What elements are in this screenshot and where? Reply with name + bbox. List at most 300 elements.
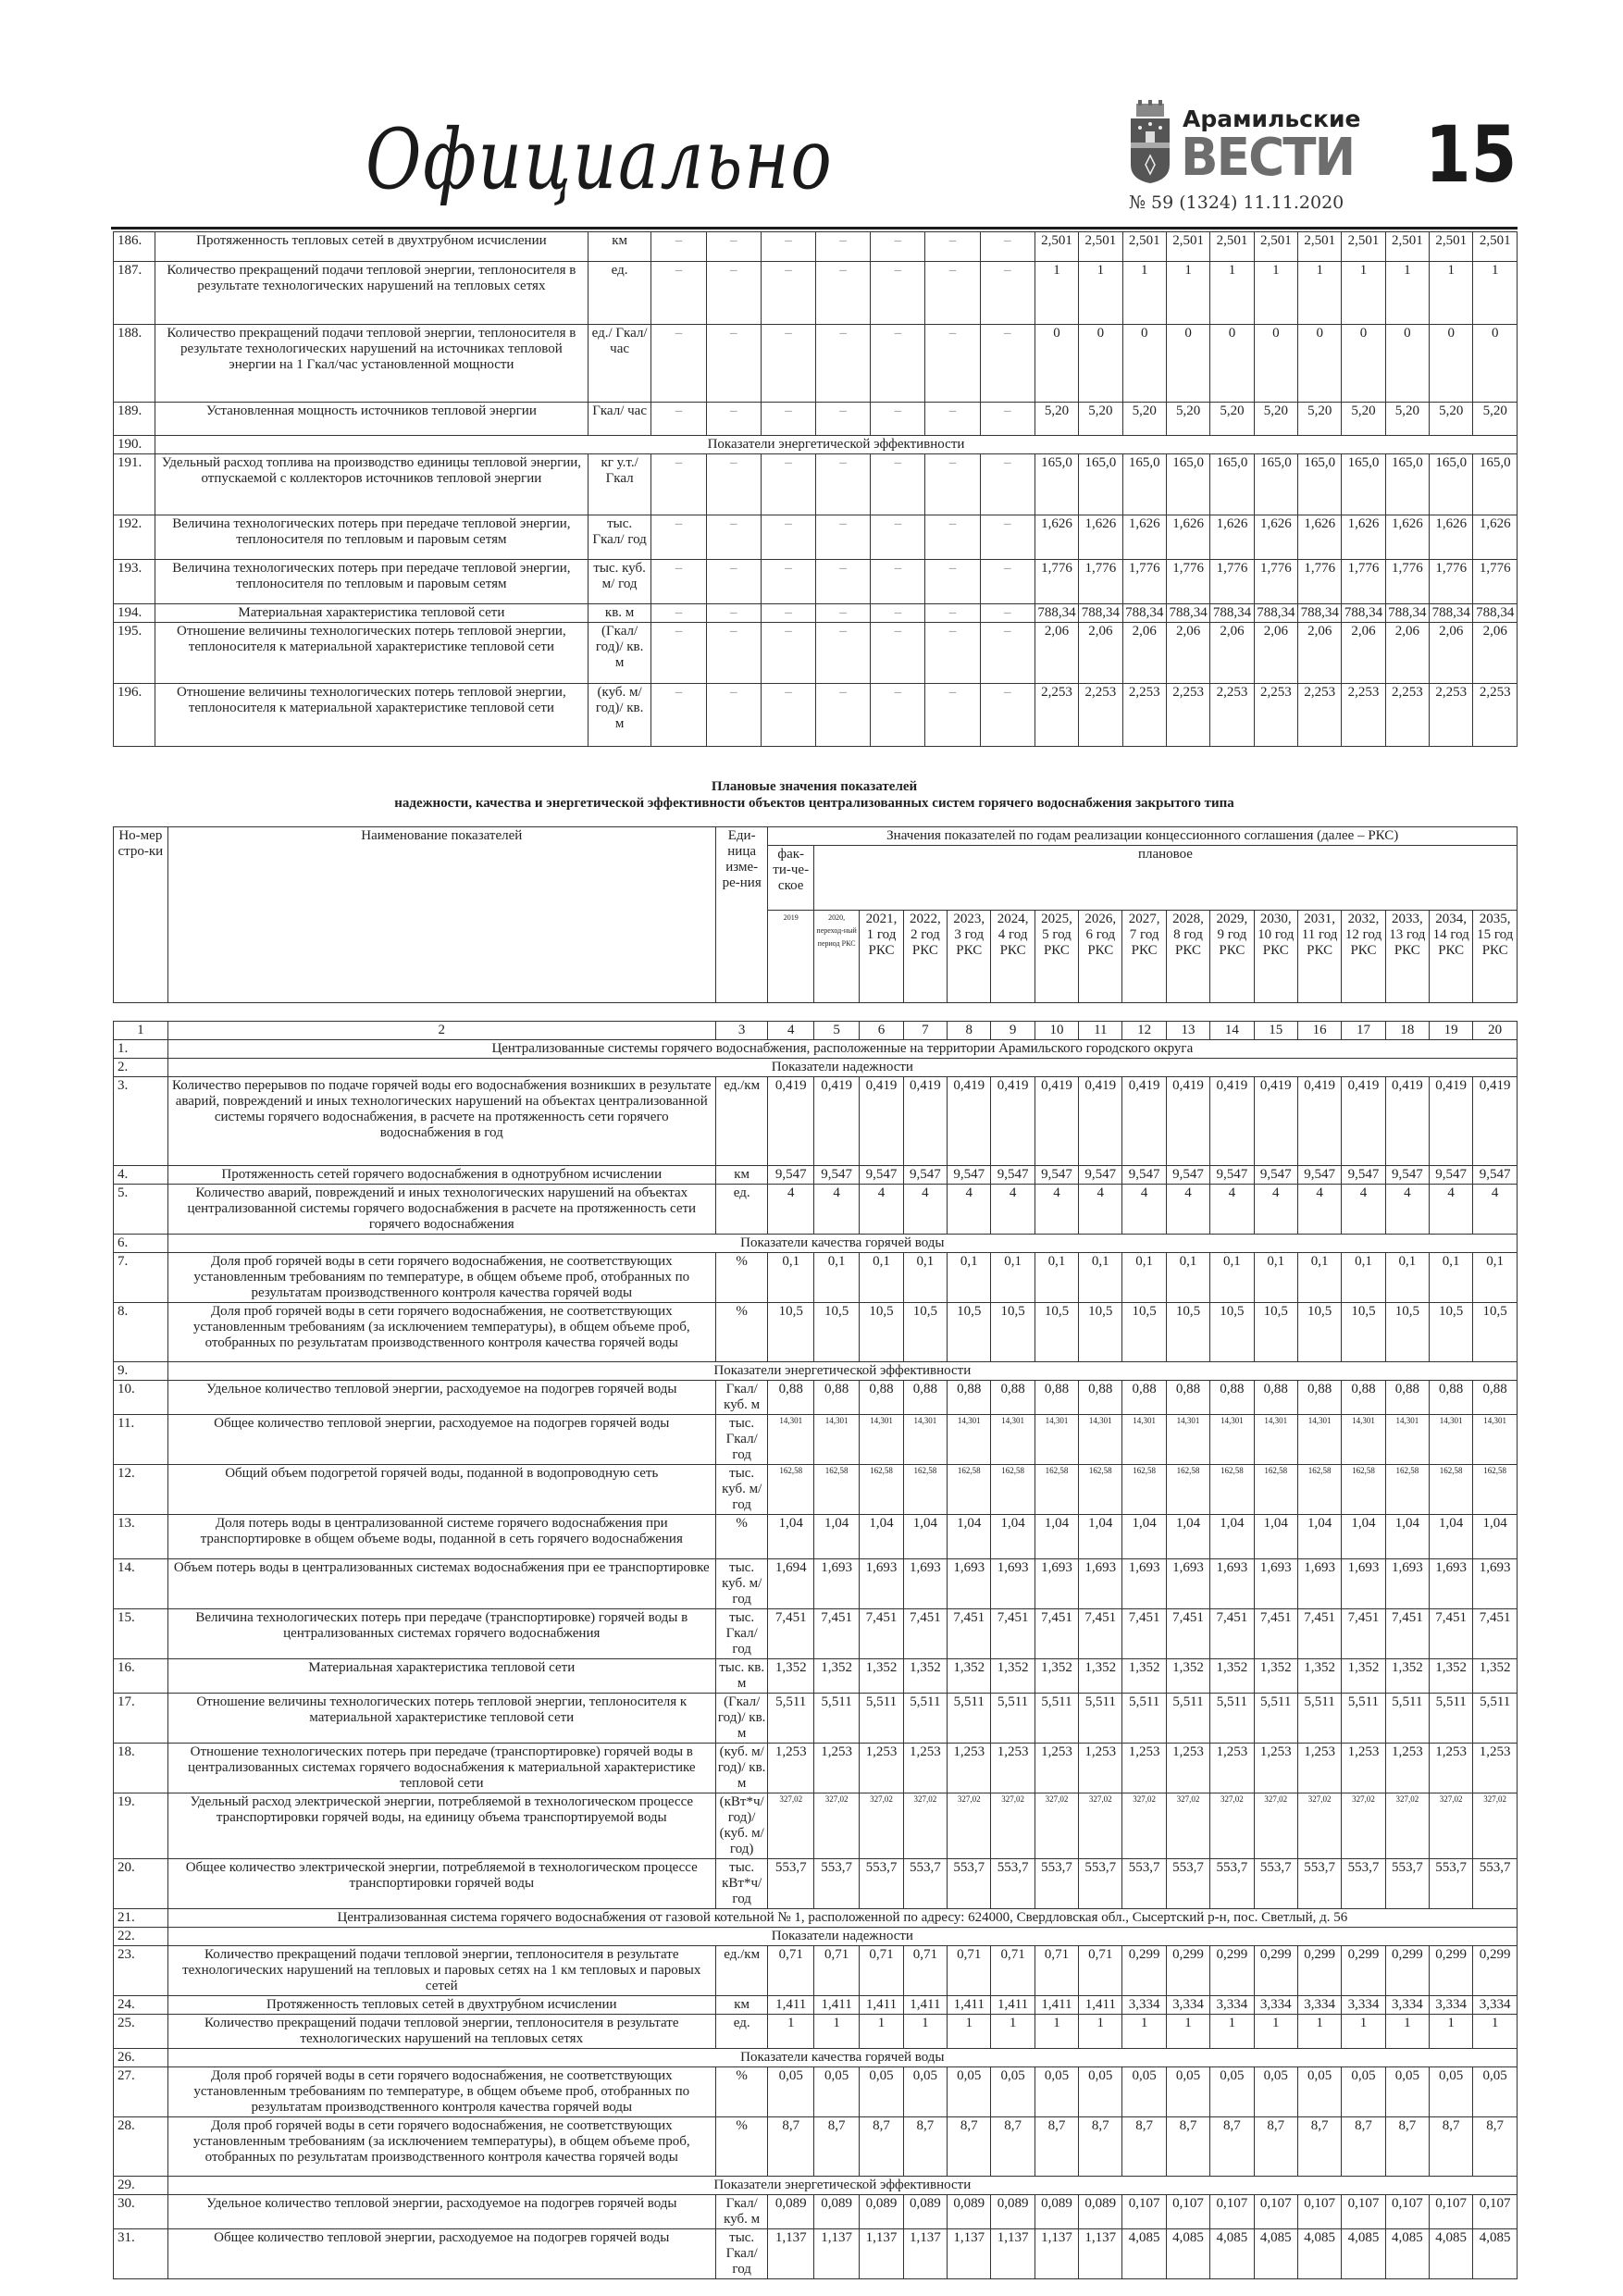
value-cell: 553,7	[1166, 1859, 1209, 1909]
masthead	[111, 93, 1518, 231]
value-cell: 0,1	[1035, 1253, 1078, 1303]
indicator-name: Общее количество тепловой энергии, расходуемое на подогрев горячей воды	[167, 1415, 715, 1465]
value-cell: 4	[860, 1185, 903, 1235]
column-index: 1	[114, 1022, 168, 1040]
value-cell: 1,253	[1166, 1744, 1209, 1793]
value-cell: 14,301	[1035, 1415, 1078, 1465]
value-cell: 10,5	[1122, 1303, 1166, 1362]
table-row	[114, 515, 1518, 560]
value-cell: 0,419	[813, 1077, 859, 1166]
value-cell: 1,776	[1473, 560, 1518, 604]
value-cell: 1,693	[1473, 1559, 1518, 1609]
row-number: 189.	[114, 403, 155, 436]
value-cell: 1,626	[1430, 515, 1473, 560]
value-cell: 1	[1210, 2015, 1254, 2049]
unit-cell: тыс. Гкал/ год	[715, 1609, 768, 1659]
indicator-name: Количество прекращений подачи тепловой энергии, теплоносителя в результате технологических нарушений на тепловых сетях	[167, 2015, 715, 2049]
value-cell: 0,089	[768, 2195, 813, 2229]
value-cell: 8,7	[1122, 2117, 1166, 2177]
value-cell: 3,334	[1166, 1996, 1209, 2015]
value-cell: 2,06	[1473, 623, 1518, 684]
value-cell: 0,419	[1297, 1077, 1341, 1166]
value-cell: 5,511	[1035, 1694, 1078, 1744]
value-cell: 0	[1430, 325, 1473, 403]
value-cell: 1	[1298, 262, 1342, 325]
value-cell: 1,253	[903, 1744, 947, 1793]
value-cell: 5,20	[1254, 403, 1297, 436]
empty-value-cell: –	[816, 262, 871, 325]
value-cell: 162,58	[1342, 1465, 1385, 1515]
column-index: 2	[167, 1022, 715, 1040]
table-row	[114, 1235, 1518, 1253]
empty-value-cell: –	[980, 604, 1035, 623]
value-cell: 2,501	[1210, 232, 1254, 262]
value-cell: 0	[1385, 325, 1429, 403]
value-cell: 553,7	[991, 1859, 1035, 1909]
table-title-line1: Плановые значения показателей	[711, 779, 918, 794]
value-cell: 1	[768, 2015, 813, 2049]
value-cell: 162,58	[1210, 1465, 1254, 1515]
value-cell: 1,626	[1254, 515, 1297, 560]
value-cell: 553,7	[1385, 1859, 1429, 1909]
value-cell: 0,05	[768, 2067, 813, 2117]
value-cell: 9,547	[1254, 1166, 1297, 1185]
column-index: 9	[991, 1022, 1035, 1040]
col-header-name: Наименование показателей	[167, 827, 715, 1003]
value-cell: 7,451	[1430, 1609, 1473, 1659]
value-cell: 10,5	[1254, 1303, 1297, 1362]
value-cell: 1	[1473, 262, 1518, 325]
header-row-1	[114, 827, 1518, 846]
value-cell: 1,04	[860, 1515, 903, 1559]
value-cell: 0,05	[1254, 2067, 1297, 2117]
value-cell: 0,71	[813, 1946, 859, 1996]
empty-value-cell: –	[816, 232, 871, 262]
table-row	[114, 1946, 1518, 1996]
value-cell: 10,5	[860, 1303, 903, 1362]
value-cell: 327,02	[1035, 1793, 1078, 1859]
value-cell: 0	[1035, 325, 1078, 403]
value-cell: 0,88	[1254, 1381, 1297, 1415]
value-cell: 5,511	[1385, 1694, 1429, 1744]
value-cell: 1	[1079, 262, 1122, 325]
value-cell: 2,501	[1473, 232, 1518, 262]
value-cell: 0,1	[1166, 1253, 1209, 1303]
value-cell: 10,5	[1079, 1303, 1122, 1362]
col-header-number: Но-мер стро-ки	[114, 827, 168, 1003]
empty-value-cell: –	[925, 232, 980, 262]
value-cell: 162,58	[1473, 1465, 1518, 1515]
value-cell: 1,411	[948, 1996, 991, 2015]
row-number: 187.	[114, 262, 155, 325]
indicator-name: Величина технологических потерь при передаче тепловой энергии, теплоносителя по тепловым и паровым сетям	[155, 560, 588, 604]
value-cell: 2,253	[1166, 684, 1209, 747]
value-cell: 1,137	[1079, 2229, 1122, 2279]
value-cell: 1,253	[1254, 1744, 1297, 1793]
spacer-cell	[114, 1003, 1518, 1022]
indicator-name: Количество прекращений подачи тепловой энергии, теплоносителя в результате технологических нарушений на тепловых и паровых сетях на 1 км тепловых и паровых сетей	[167, 1946, 715, 1996]
empty-value-cell: –	[816, 454, 871, 515]
value-cell: 0,05	[1122, 2067, 1166, 2117]
row-number: 9.	[114, 1362, 168, 1381]
value-cell: 0,1	[903, 1253, 947, 1303]
value-cell: 5,511	[813, 1694, 859, 1744]
table-row	[114, 1185, 1518, 1235]
value-cell: 2,501	[1122, 232, 1166, 262]
value-cell: 327,02	[860, 1793, 903, 1859]
value-cell: 2,253	[1035, 684, 1078, 747]
unit-cell: тыс. куб. м/ год	[588, 560, 651, 604]
table-row	[114, 1515, 1518, 1559]
value-cell: 3,334	[1473, 1996, 1518, 2015]
value-cell: 0,089	[948, 2195, 991, 2229]
value-cell: 162,58	[1254, 1465, 1297, 1515]
value-cell: 7,451	[1210, 1609, 1254, 1659]
unit-cell: Гкал/ куб. м	[715, 1381, 768, 1415]
empty-value-cell: –	[980, 325, 1035, 403]
value-cell: 7,451	[1385, 1609, 1429, 1659]
value-cell: 4	[768, 1185, 813, 1235]
value-cell: 1,352	[1297, 1659, 1341, 1694]
row-number: 186.	[114, 232, 155, 262]
unit-cell: ед./км	[715, 1077, 768, 1166]
value-cell: 9,547	[1079, 1166, 1122, 1185]
indicator-name: Установленная мощность источников тепловой энергии	[155, 403, 588, 436]
value-cell: 5,20	[1298, 403, 1342, 436]
value-cell: 1,04	[1035, 1515, 1078, 1559]
value-cell: 553,7	[1430, 1859, 1473, 1909]
column-index: 3	[715, 1022, 768, 1040]
value-cell: 1,626	[1166, 515, 1209, 560]
value-cell: 4	[1210, 1185, 1254, 1235]
value-cell: 1,253	[948, 1744, 991, 1793]
table-row	[114, 1040, 1518, 1059]
row-number: 28.	[114, 2117, 168, 2177]
indicator-name: Отношение величины технологических потерь тепловой энергии, теплоносителя к материальной характеристике тепловой сети	[155, 684, 588, 747]
row-number: 25.	[114, 2015, 168, 2049]
value-cell: 1	[1210, 262, 1254, 325]
row-number: 27.	[114, 2067, 168, 2117]
value-cell: 553,7	[1297, 1859, 1341, 1909]
value-cell: 1,776	[1298, 560, 1342, 604]
unit-cell: тыс. Гкал/ год	[715, 2229, 768, 2279]
empty-value-cell: –	[761, 515, 815, 560]
value-cell: 0,419	[1342, 1077, 1385, 1166]
empty-value-cell: –	[706, 403, 761, 436]
value-cell: 0,419	[768, 1077, 813, 1166]
value-cell: 1,776	[1166, 560, 1209, 604]
value-cell: 1,693	[1035, 1559, 1078, 1609]
value-cell: 327,02	[991, 1793, 1035, 1859]
value-cell: 8,7	[1254, 2117, 1297, 2177]
value-cell: 4,085	[1385, 2229, 1429, 2279]
value-cell: 1	[1430, 2015, 1473, 2049]
value-cell: 0,71	[1035, 1946, 1078, 1996]
indicator-name: Отношение величины технологических потерь тепловой энергии, теплоносителя к материальной характеристике тепловой сети	[167, 1694, 715, 1744]
empty-value-cell: –	[706, 454, 761, 515]
value-cell: 0,71	[768, 1946, 813, 1996]
value-cell: 1,693	[948, 1559, 991, 1609]
value-cell: 4,085	[1122, 2229, 1166, 2279]
value-cell: 0,1	[1342, 1253, 1385, 1303]
value-cell: 0,05	[1430, 2067, 1473, 2117]
table-row	[114, 1559, 1518, 1609]
empty-value-cell: –	[871, 623, 925, 684]
value-cell: 788,34	[1430, 604, 1473, 623]
empty-value-cell: –	[816, 684, 871, 747]
value-cell: 3,334	[1254, 1996, 1297, 2015]
value-cell: 0	[1298, 325, 1342, 403]
value-cell: 0,089	[1035, 2195, 1078, 2229]
section-heading: Показатели надежности	[167, 1928, 1517, 1946]
empty-value-cell: –	[651, 454, 706, 515]
value-cell: 553,7	[1079, 1859, 1122, 1909]
value-cell: 1,352	[991, 1659, 1035, 1694]
value-cell: 14,301	[1254, 1415, 1297, 1465]
value-cell: 1,626	[1079, 515, 1122, 560]
value-cell: 4	[1385, 1185, 1429, 1235]
indicator-name: Количество прекращений подачи тепловой энергии, теплоносителя в результате технологических нарушений на тепловых сетях	[155, 262, 588, 325]
col-header-values: Значения показателей по годам реализации концессионного соглашения (далее – РКС)	[768, 827, 1518, 846]
value-cell: 2,06	[1254, 623, 1297, 684]
value-cell: 2,253	[1298, 684, 1342, 747]
value-cell: 1	[903, 2015, 947, 2049]
value-cell: 2,06	[1210, 623, 1254, 684]
value-cell: 5,511	[1342, 1694, 1385, 1744]
value-cell: 1,626	[1473, 515, 1518, 560]
value-cell: 1,352	[1254, 1659, 1297, 1694]
value-cell: 0,1	[948, 1253, 991, 1303]
value-cell: 2,253	[1210, 684, 1254, 747]
row-number: 188.	[114, 325, 155, 403]
table-row	[114, 1166, 1518, 1185]
value-cell: 10,5	[948, 1303, 991, 1362]
value-cell: 4	[1079, 1185, 1122, 1235]
value-cell: 1,776	[1079, 560, 1122, 604]
empty-value-cell: –	[871, 403, 925, 436]
value-cell: 9,547	[1297, 1166, 1341, 1185]
year-header: 2024, 4 год РКС	[991, 911, 1035, 1003]
value-cell: 5,20	[1210, 403, 1254, 436]
year-header: 2031, 11 год РКС	[1297, 911, 1341, 1003]
value-cell: 1	[1473, 2015, 1518, 2049]
value-cell: 162,58	[1166, 1465, 1209, 1515]
value-cell: 1,352	[1166, 1659, 1209, 1694]
empty-value-cell: –	[871, 515, 925, 560]
value-cell: 0	[1254, 325, 1297, 403]
empty-value-cell: –	[706, 623, 761, 684]
row-number: 8.	[114, 1303, 168, 1362]
value-cell: 7,451	[1035, 1609, 1078, 1659]
value-cell: 10,5	[1297, 1303, 1341, 1362]
year-header: 2028, 8 год РКС	[1166, 911, 1209, 1003]
empty-value-cell: –	[706, 325, 761, 403]
value-cell: 1,776	[1035, 560, 1078, 604]
empty-value-cell: –	[651, 560, 706, 604]
indicator-name: Доля проб горячей воды в сети горячего водоснабжения, не соответствующих установленным требованиям (за исключением температуры), в общем объеме проб, отобранных по результатам производственного контроля качества горячей воды	[167, 1303, 715, 1362]
empty-value-cell: –	[925, 684, 980, 747]
value-cell: 1,253	[1430, 1744, 1473, 1793]
value-cell: 1,352	[1122, 1659, 1166, 1694]
value-cell: 0,71	[991, 1946, 1035, 1996]
row-number: 195.	[114, 623, 155, 684]
value-cell: 1,04	[1079, 1515, 1122, 1559]
row-number: 12.	[114, 1465, 168, 1515]
value-cell: 3,334	[1430, 1996, 1473, 2015]
empty-value-cell: –	[761, 623, 815, 684]
value-cell: 0,1	[1297, 1253, 1341, 1303]
page-number: 15	[1425, 109, 1518, 200]
unit-cell: ед.	[715, 1185, 768, 1235]
year-header: 2020, переход-ный период РКС	[813, 911, 859, 1003]
value-cell: 4	[1473, 1185, 1518, 1235]
value-cell: 162,58	[768, 1465, 813, 1515]
row-number: 21.	[114, 1909, 168, 1928]
unit-cell: тыс. Гкал/ год	[715, 1415, 768, 1465]
value-cell: 327,02	[1079, 1793, 1122, 1859]
unit-cell: Гкал/ куб. м	[715, 2195, 768, 2229]
empty-value-cell: –	[925, 515, 980, 560]
value-cell: 0,88	[1079, 1381, 1122, 1415]
row-number: 11.	[114, 1415, 168, 1465]
value-cell: 0,05	[1166, 2067, 1209, 2117]
value-cell: 553,7	[1210, 1859, 1254, 1909]
value-cell: 1,626	[1210, 515, 1254, 560]
value-cell: 788,34	[1210, 604, 1254, 623]
value-cell: 1,137	[860, 2229, 903, 2279]
value-cell: 9,547	[948, 1166, 991, 1185]
empty-value-cell: –	[980, 262, 1035, 325]
indicator-name: Количество перерывов по подаче горячей воды его водоснабжения возникших в результате аварий, повреждений и иных технологических нарушений на объектах централизованной системы горячего водоснабжения, в расчете на протяженность сети горячего водоснабжения в год	[167, 1077, 715, 1166]
value-cell: 4	[1122, 1185, 1166, 1235]
unit-cell: Гкал/ час	[588, 403, 651, 436]
spacer-row	[114, 1003, 1518, 1022]
value-cell: 0,299	[1385, 1946, 1429, 1996]
value-cell: 4	[1430, 1185, 1473, 1235]
value-cell: 1	[1342, 2015, 1385, 2049]
year-header: 2032, 12 год РКС	[1342, 911, 1385, 1003]
value-cell: 1,352	[1430, 1659, 1473, 1694]
column-index: 5	[813, 1022, 859, 1040]
unit-cell: ед./км	[715, 1946, 768, 1996]
value-cell: 1,693	[903, 1559, 947, 1609]
col-header-unit: Еди-ница изме-ре-ния	[715, 827, 768, 1003]
empty-value-cell: –	[651, 403, 706, 436]
value-cell: 5,20	[1166, 403, 1209, 436]
row-number: 16.	[114, 1659, 168, 1694]
value-cell: 1,411	[768, 1996, 813, 2015]
row-number: 24.	[114, 1996, 168, 2015]
empty-value-cell: –	[761, 325, 815, 403]
indicator-name: Количество прекращений подачи тепловой энергии, теплоносителя в результате технологических нарушений на источниках тепловой энергии на 1 Гкал/час установленной мощности	[155, 325, 588, 403]
value-cell: 1,253	[1342, 1744, 1385, 1793]
value-cell: 788,34	[1473, 604, 1518, 623]
table-row	[114, 1077, 1518, 1166]
value-cell: 0,1	[813, 1253, 859, 1303]
value-cell: 165,0	[1166, 454, 1209, 515]
table-row	[114, 1303, 1518, 1362]
value-cell: 8,7	[1473, 2117, 1518, 2177]
value-cell: 0,05	[1079, 2067, 1122, 2117]
indicator-name: Общий объем подогретой горячей воды, поданной в водопроводную сеть	[167, 1465, 715, 1515]
value-cell: 1,04	[1297, 1515, 1341, 1559]
value-cell: 0	[1210, 325, 1254, 403]
value-cell: 10,5	[1385, 1303, 1429, 1362]
value-cell: 8,7	[948, 2117, 991, 2177]
indicator-name: Отношение технологических потерь при передаче (транспортировке) горячей воды в централизованных системах горячего водоснабжения к материальной характеристике тепловой сети	[167, 1744, 715, 1793]
value-cell: 2,501	[1079, 232, 1122, 262]
year-header: 2034, 14 год РКС	[1430, 911, 1473, 1003]
unit-cell: км	[715, 1166, 768, 1185]
value-cell: 0,299	[1342, 1946, 1385, 1996]
value-cell: 10,5	[991, 1303, 1035, 1362]
value-cell: 5,511	[1079, 1694, 1122, 1744]
value-cell: 10,5	[903, 1303, 947, 1362]
value-cell: 2,501	[1298, 232, 1342, 262]
table-row	[114, 2015, 1518, 2049]
value-cell: 0,88	[903, 1381, 947, 1415]
row-number: 13.	[114, 1515, 168, 1559]
value-cell: 1,693	[1166, 1559, 1209, 1609]
value-cell: 14,301	[903, 1415, 947, 1465]
value-cell: 5,511	[1254, 1694, 1297, 1744]
empty-value-cell: –	[761, 403, 815, 436]
value-cell: 9,547	[768, 1166, 813, 1185]
table-row	[114, 436, 1518, 454]
table-row	[114, 1694, 1518, 1744]
value-cell: 1,352	[813, 1659, 859, 1694]
empty-value-cell: –	[706, 515, 761, 560]
table-row	[114, 1996, 1518, 2015]
value-cell: 1,694	[768, 1559, 813, 1609]
value-cell: 3,334	[1297, 1996, 1341, 2015]
value-cell: 0,089	[860, 2195, 903, 2229]
value-cell: 0,419	[1473, 1077, 1518, 1166]
value-cell: 165,0	[1473, 454, 1518, 515]
empty-value-cell: –	[761, 262, 815, 325]
value-cell: 327,02	[1430, 1793, 1473, 1859]
value-cell: 0,88	[1035, 1381, 1078, 1415]
row-number: 3.	[114, 1077, 168, 1166]
value-cell: 1,352	[1079, 1659, 1122, 1694]
value-cell: 10,5	[1035, 1303, 1078, 1362]
year-header: 2027, 7 год РКС	[1122, 911, 1166, 1003]
row-number: 6.	[114, 1235, 168, 1253]
unit-cell: км	[715, 1996, 768, 2015]
value-cell: 2,501	[1385, 232, 1429, 262]
empty-value-cell: –	[651, 515, 706, 560]
value-cell: 0,1	[768, 1253, 813, 1303]
section-heading: Централизованная система горячего водоснабжения от газовой котельной № 1, расположенной по адресу: 624000, Свердловская обл., Сысертский р-н, пос. Светлый, д. 56	[167, 1909, 1517, 1928]
value-cell: 5,20	[1430, 403, 1473, 436]
issue-number: № 59 (1324) 11.11.2020	[1129, 192, 1344, 213]
value-cell: 5,20	[1122, 403, 1166, 436]
value-cell: 553,7	[1035, 1859, 1078, 1909]
value-cell: 14,301	[948, 1415, 991, 1465]
empty-value-cell: –	[925, 454, 980, 515]
value-cell: 7,451	[813, 1609, 859, 1659]
value-cell: 7,451	[948, 1609, 991, 1659]
value-cell: 1	[1166, 262, 1209, 325]
table-row	[114, 1859, 1518, 1909]
value-cell: 553,7	[1342, 1859, 1385, 1909]
value-cell: 0,419	[903, 1077, 947, 1166]
value-cell: 1,626	[1122, 515, 1166, 560]
value-cell: 1,137	[768, 2229, 813, 2279]
indicator-name: Материальная характеристика тепловой сети	[155, 604, 588, 623]
unit-cell: ед.	[715, 2015, 768, 2049]
value-cell: 7,451	[991, 1609, 1035, 1659]
